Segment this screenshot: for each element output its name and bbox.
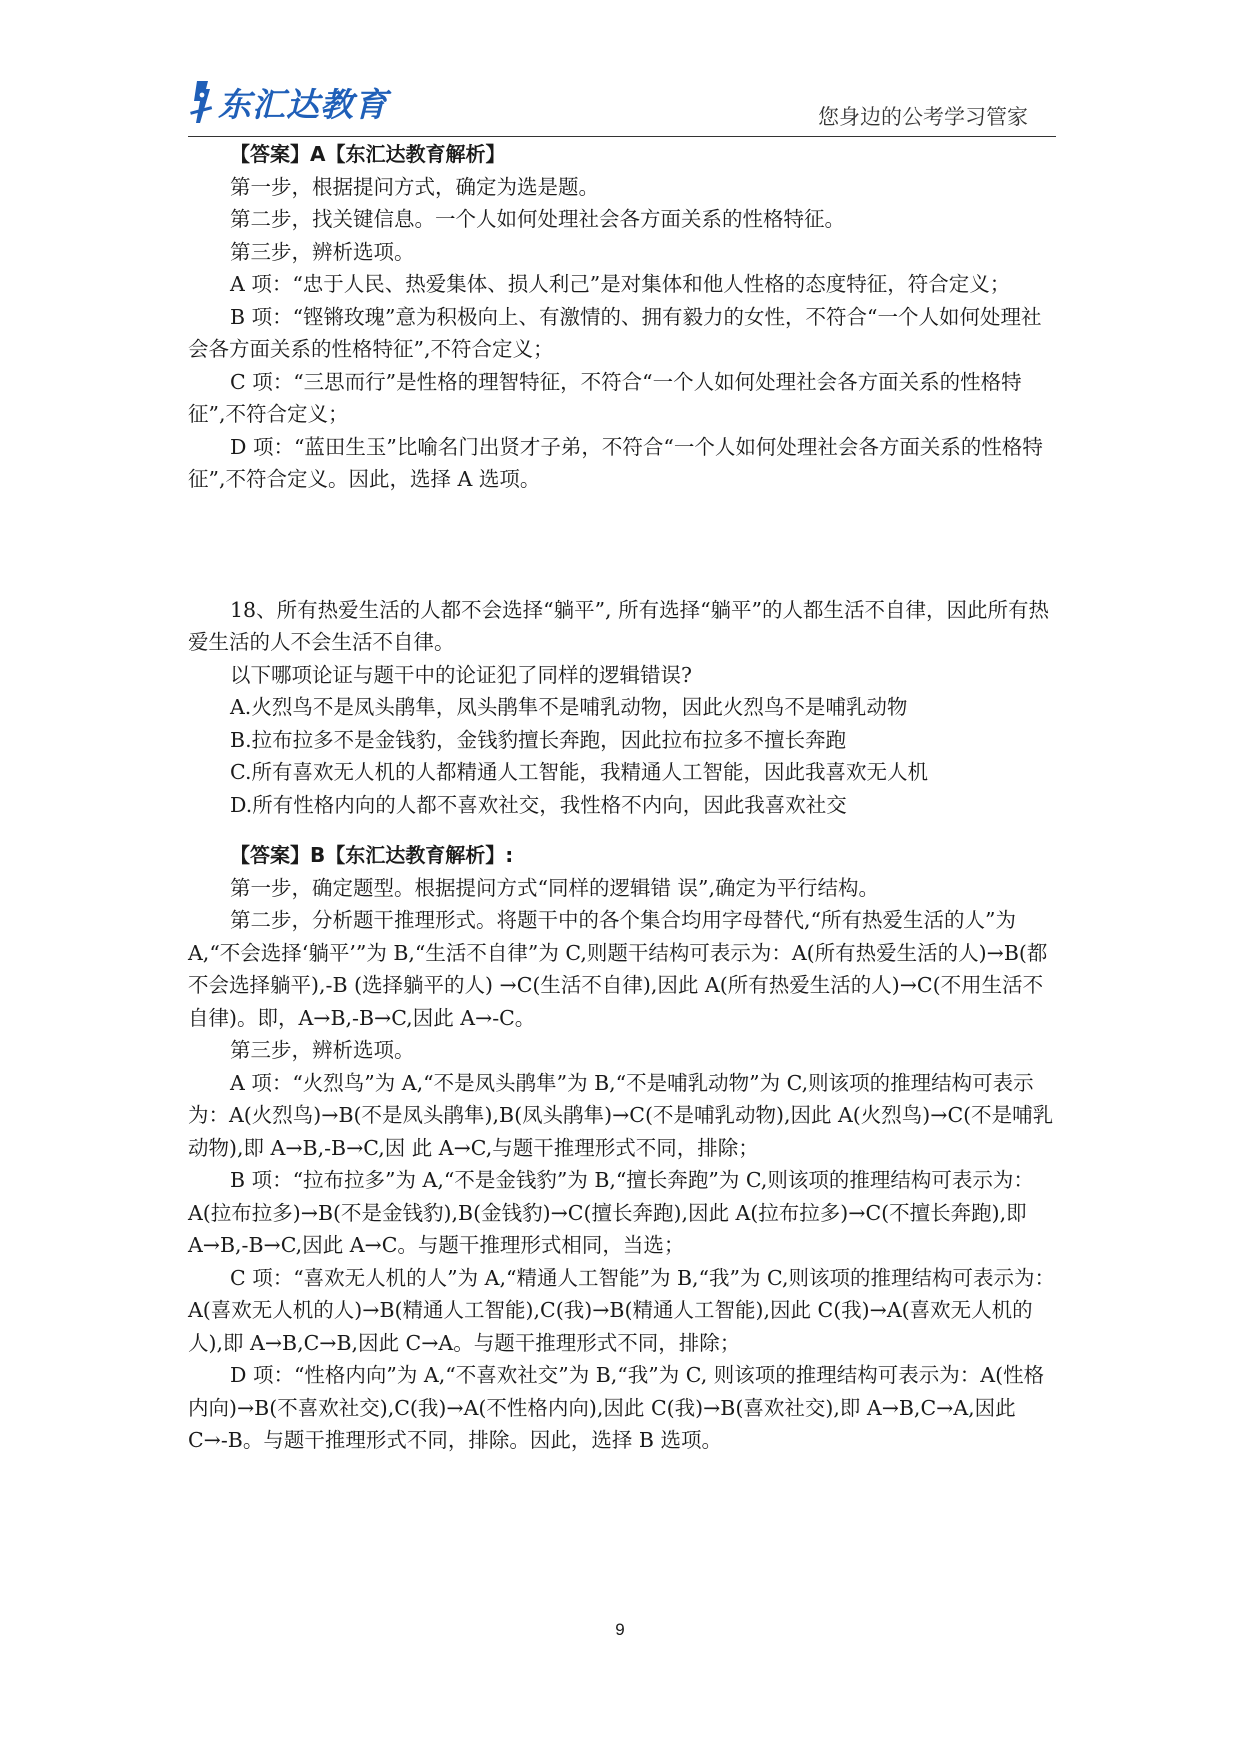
section-spacer <box>188 496 1056 594</box>
question-option: C.所有喜欢无人机的人都精通人工智能，我精通人工智能，因此我喜欢无人机 <box>230 760 928 784</box>
pen-nib-logo-icon <box>188 79 214 125</box>
answer-label: 【答案】A【东汇达教育解析】 <box>230 142 506 166</box>
explanation-paragraph: 第一步，根据提问方式，确定为选是题。 <box>230 174 599 199</box>
answer-label: 【答案】B【东汇达教育解析】: <box>230 843 514 867</box>
explanation-paragraph: D 项：“蓝田生玉”比喻名门出贤才子弟，不符合“一个人如何处理社会各方面关系的性格特征”,不符合定义。因此，选择 A 选项。 <box>188 434 1043 491</box>
question-option: A.火烈鸟不是凤头鹃隼，凤头鹃隼不是哺乳动物，因此火烈鸟不是哺乳动物 <box>230 695 908 719</box>
explanation-paragraph: 第二步，找关键信息。一个人如何处理社会各方面关系的性格特征。 <box>230 207 845 231</box>
explanation-paragraph: C 项：“三思而行”是性格的理智特征，不符合“一个人如何处理社会各方面关系的性格特征”,不符合定义； <box>188 369 1022 426</box>
page-number: 9 <box>615 1620 625 1639</box>
section-spacer <box>188 821 1056 839</box>
explanation-paragraph: B 项：“铿锵玫瑰”意为积极向上、有激情的、拥有毅力的女性，不符合“一个人如何处理社会各方面关系的性格特征”,不符合定义； <box>188 304 1042 361</box>
question-option: B.拉布拉多不是金钱豹，金钱豹擅长奔跑，因此拉布拉多不擅长奔跑 <box>230 727 847 752</box>
logo-text: 东汇达教育 <box>218 84 388 124</box>
explanation-paragraph: 第三步，辨析选项。 <box>230 239 415 264</box>
explanation-paragraph: D 项：“性格内向”为 A,“不喜欢社交”为 B,“我”为 C, 则该项的推理结构可表示为：A(性格内向)→B(不喜欢社交),C(我)→A(不性格内向),因此 C(我)→B(喜欢社交),即 A→B,C→A,因此 C→-B。与题干推理形式不同，排除。因此，选择 B 选项。 <box>188 1363 1045 1452</box>
explanation-paragraph: C 项：“喜欢无人机的人”为 A,“精通人工智能”为 B,“我”为 C,则该项的推理结构可表示为：A(喜欢无人机的人)→B(精通人工智能),C(我)→B(精通人工智能),因此 C(我)→A(喜欢无人机的人),即 A→B,C→B,因此 C→A。与题干推理形式不同，排除； <box>188 1265 1056 1355</box>
question-prompt: 以下哪项论证与题干中的论证犯了同样的逻辑错误? <box>230 662 692 687</box>
page-content <box>188 138 1056 1457</box>
explanation-paragraph: A 项：“火烈鸟”为 A,“不是凤头鹃隼”为 B,“不是哺乳动物”为 C,则该项的推理结构可表示为：A(火烈鸟)→B(不是凤头鹃隼),B(凤头鹃隼)→C(不是哺乳动物),因此 A(火烈鸟)→C(不是哺乳动物),即 A→B,-B→C,因 此 A→C,与题干推理形式不同，排除； <box>188 1070 1054 1160</box>
explanation-paragraph: 第二步，分析题干推理形式。将题干中的各个集合均用字母替代,“所有热爱生活的人”为 A,“不会选择‘躺平’”为 B,“生活不自律”为 C,则题干结构可表示为：A(所有热爱生活的人)→B(都不会选择躺平),-B (选择躺平的人) →C(生活不自律),因此 A(所有热爱生活的人)→C(不用生活不自律)。即，A→B,-B→C,因此 A→-C。 <box>188 908 1048 1030</box>
brand-logo <box>188 78 388 126</box>
explanation-paragraph: 第三步，辨析选项。 <box>230 1038 415 1062</box>
page-header <box>188 72 1056 137</box>
header-slogan: 您身边的公考学习管家 <box>818 105 1028 129</box>
explanation-paragraph: B 项：“拉布拉多”为 A,“不是金钱豹”为 B,“擅长奔跑”为 C,则该项的推理结构可表示为：A(拉布拉多)→B(不是金钱豹),B(金钱豹)→C(擅长奔跑),因此 A(拉布拉多)→C(不擅长奔跑),即 A→B,-B→C,因此 A→C。与题干推理形式相同，当选； <box>188 1168 1034 1257</box>
question-stem: 18、所有热爱生活的人都不会选择“躺平”, 所有选择“躺平”的人都生活不自律，因此所有热爱生活的人不会生活不自律。 <box>188 597 1050 654</box>
question-option: D.所有性格内向的人都不喜欢社交，我性格不内向，因此我喜欢社交 <box>230 792 847 817</box>
explanation-paragraph: A 项：“忠于人民、热爱集体、损人利己”是对集体和他人性格的态度特征，符合定义； <box>230 272 1011 296</box>
explanation-paragraph: 第一步，确定题型。根据提问方式“同样的逻辑错 误”,确定为平行结构。 <box>230 875 879 900</box>
